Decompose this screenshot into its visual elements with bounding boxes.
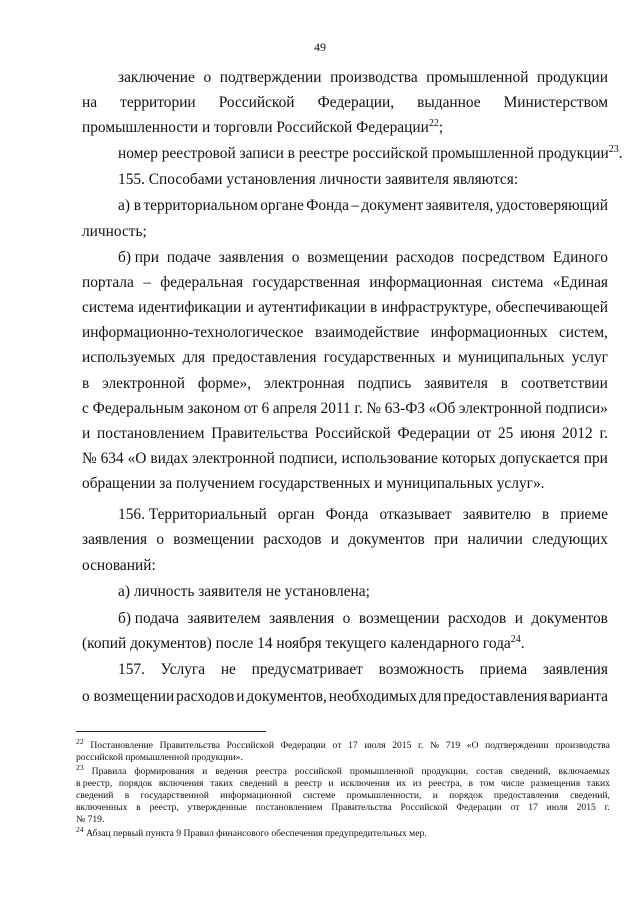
word: 634 (100, 450, 124, 467)
word: реестра, (428, 778, 462, 789)
word: предоставления (212, 349, 317, 366)
word: заявителя (424, 375, 488, 392)
word: Правительства (159, 740, 221, 751)
text-line: обращении за получением государственных и муниципальных услуг». (82, 475, 545, 492)
word: заявления (269, 610, 335, 627)
word: а) в (118, 197, 142, 214)
word: 719 (445, 740, 461, 751)
word: расходов (176, 688, 235, 705)
word: подаче (166, 249, 211, 266)
word: размещения (530, 778, 581, 789)
word: от (332, 740, 342, 751)
word: расходов (263, 531, 322, 548)
word: выданное (417, 94, 481, 111)
text-line (118, 68, 608, 88)
word: б) подача (118, 610, 179, 627)
word: сведений (76, 790, 114, 801)
text-line (118, 660, 608, 680)
word: г. (418, 740, 424, 751)
word: июля (364, 740, 386, 751)
word: и (514, 610, 523, 627)
footnote-ref: 23 (608, 143, 619, 155)
word: используемых (82, 349, 176, 366)
word: электронной (192, 450, 275, 467)
word: портала (82, 274, 134, 291)
word: государственной (140, 790, 209, 801)
word: и (245, 299, 254, 316)
word: инфраструктуре, (381, 299, 492, 316)
word: подтверждении (485, 740, 549, 751)
word: идентификации (138, 299, 242, 316)
word: аутентификации (258, 299, 366, 316)
word: территории (120, 94, 196, 111)
text-line: оснований: (82, 557, 156, 574)
word: промышленной (349, 766, 414, 777)
word: Фонда (325, 506, 369, 523)
word: и (330, 531, 340, 548)
footnote-first-word-group (76, 762, 84, 777)
word: заявления (542, 661, 608, 678)
word: необходимых (328, 688, 417, 705)
text-line (82, 93, 608, 113)
word: в реестр, (76, 778, 113, 789)
text-line (82, 374, 608, 394)
footnote-mark: 24 (76, 824, 84, 834)
word: услуг (571, 349, 608, 366)
word: систем, (558, 324, 608, 341)
text-line (118, 196, 608, 216)
word: документов, (246, 688, 327, 705)
word: от (243, 400, 258, 417)
text-line (118, 609, 608, 629)
footnote-mark: 23 (76, 762, 84, 772)
word: «Об (428, 400, 456, 417)
word: формирования (134, 766, 195, 777)
text-line (82, 687, 608, 707)
word: в (468, 778, 473, 789)
word: сведений (239, 778, 278, 789)
footnote-ref: 22 (428, 117, 439, 129)
footnote-line (76, 824, 610, 839)
footnote-line (76, 778, 610, 789)
word: о возмещении (82, 688, 175, 705)
text-line (82, 424, 608, 444)
word: из (412, 778, 422, 789)
word: том (479, 778, 495, 789)
word: муниципальных (458, 349, 565, 366)
word: 25 (497, 425, 514, 442)
text-line (118, 505, 608, 525)
text-span: . (520, 635, 525, 652)
word: Фонда (306, 197, 349, 214)
text-line (82, 348, 608, 368)
word: посредством (461, 249, 546, 266)
word: № (366, 400, 382, 417)
word: заявителя, (425, 197, 494, 214)
word: возмещении (173, 531, 254, 548)
word: – (143, 274, 151, 291)
word: следующих (532, 531, 608, 548)
word: б) при (118, 249, 159, 266)
word: Правительства (211, 425, 309, 442)
word: продукции, (421, 766, 469, 777)
text-line (118, 248, 608, 268)
page-number: 49 (314, 40, 326, 54)
word: Российской (226, 740, 274, 751)
word: о (203, 69, 212, 86)
word: продукции (537, 69, 608, 86)
word: постановлением (255, 802, 323, 813)
word: о (342, 610, 351, 627)
word: промышленности, (346, 790, 422, 801)
footnote-mark: 22 (76, 736, 84, 746)
word: Федерации (397, 425, 471, 442)
word: российской (294, 766, 342, 777)
word: Российской (218, 94, 295, 111)
word: предоставления (443, 688, 548, 705)
word: сведений, (510, 766, 551, 777)
word: Федерации (280, 740, 326, 751)
word: заявителю (462, 506, 531, 523)
word: заявления (82, 531, 148, 548)
word: документов (531, 610, 608, 627)
word: 2015 (392, 740, 412, 751)
word: наличии (467, 531, 523, 548)
word: приема (479, 661, 528, 678)
word: Единого (552, 249, 608, 266)
word: предусматривает (251, 661, 363, 678)
word: законом (187, 400, 241, 417)
word: в (500, 375, 509, 392)
word: на (82, 94, 98, 111)
word: – (351, 197, 360, 214)
word: от (476, 425, 492, 442)
word: электронной (458, 400, 542, 417)
word: Правила (91, 766, 127, 777)
word: в (283, 778, 289, 789)
text-span: номер реестровой записи в реестре российской промышленной продукции (118, 145, 609, 162)
word: «Единая (552, 274, 608, 291)
word: № (429, 740, 440, 751)
footnote-first-word-group (76, 736, 84, 751)
word: г. (604, 802, 610, 813)
word: расходов (447, 610, 507, 627)
word: взаимодействие (314, 324, 420, 341)
word: г. (599, 425, 608, 442)
text-line (82, 449, 608, 469)
word: информационно-технологическое (82, 324, 304, 341)
word: постановлением (97, 425, 205, 442)
word: Российской (314, 425, 391, 442)
text-line: а) личность заявителя не установлена; (118, 583, 370, 600)
word: возможность (378, 661, 464, 678)
word: в (82, 375, 90, 392)
word: при (583, 450, 608, 467)
word: для (418, 688, 442, 705)
word: подтверждении (219, 69, 322, 86)
word: территориальном (143, 197, 258, 214)
footnote-line: № 719. (76, 814, 105, 825)
word: не (220, 661, 236, 678)
word: таких (586, 778, 610, 789)
word: соответствии (520, 375, 608, 392)
word: исключения (340, 778, 390, 789)
word: 17 (348, 740, 358, 751)
word: и (432, 790, 438, 801)
word: система (491, 274, 544, 291)
footnote-text: Абзац первый пункта 9 Правил финансового обеспечения предупредительных мер. (86, 828, 427, 839)
word: государственная (252, 274, 361, 291)
word: в (136, 802, 141, 813)
word: отказывает (379, 506, 452, 523)
word: документов (348, 531, 425, 548)
word: 6 (261, 400, 270, 417)
footnote-line (76, 762, 610, 777)
word: документ (361, 197, 424, 214)
word: ведения (215, 766, 248, 777)
word: допускается (499, 450, 580, 467)
word: возмещении (307, 249, 388, 266)
text-span: (копий документов) после 14 ноября текущего календарного года (82, 635, 511, 652)
text-span: . (618, 145, 623, 162)
word: заявителем (187, 610, 261, 627)
word: варианта (549, 688, 608, 705)
word: информационной (220, 790, 292, 801)
word: 156. Территориальный (118, 506, 267, 523)
footnote-line (76, 736, 610, 751)
word: и (236, 688, 245, 705)
footnote-line (76, 790, 610, 801)
word: таких (210, 778, 234, 789)
text-line (82, 634, 525, 654)
word: информационных (430, 324, 548, 341)
text-span: промышленности и торговли Российской Федерации (82, 119, 429, 136)
word: включенных (76, 802, 128, 813)
word: о (291, 249, 300, 266)
word: система (82, 299, 134, 316)
word: 63-ФЗ (384, 400, 426, 417)
word: в (542, 506, 550, 523)
word: с Федеральным (82, 400, 184, 417)
text-line (118, 144, 623, 164)
footnote-line: российской промышленной продукции». (76, 752, 243, 763)
word: порядок (118, 778, 153, 789)
text-line (82, 273, 608, 293)
footnote-line (76, 802, 610, 813)
word: Услуга (160, 661, 206, 678)
text-line (82, 399, 608, 419)
word: 17 (528, 802, 538, 813)
word: заявления (218, 249, 284, 266)
word: производства (330, 69, 418, 86)
word: системе (302, 790, 336, 801)
word: информационная (369, 274, 483, 291)
text-line (82, 530, 608, 550)
word: орган (277, 506, 315, 523)
word: 2011 (320, 400, 351, 417)
word: апреля (272, 400, 317, 417)
word: включения (158, 778, 204, 789)
footnote-ref: 24 (510, 633, 521, 645)
word: предоставления (493, 790, 559, 801)
word: и (202, 766, 208, 777)
word: реестра (255, 766, 287, 777)
word: от (510, 802, 520, 813)
word: возмещении (358, 610, 440, 627)
word: подписи, (278, 450, 338, 467)
word: в (124, 790, 130, 801)
word: утвержденные (187, 802, 247, 813)
word: форме», (197, 375, 252, 392)
word: федеральная (160, 274, 244, 291)
word: состав (476, 766, 503, 777)
text-line: личность; (82, 223, 147, 240)
word: 2015 (576, 802, 596, 813)
word: 157. (118, 661, 145, 678)
text-line (82, 118, 443, 138)
word: июля (546, 802, 568, 813)
word: производства (555, 740, 610, 751)
word: обеспечивающей (495, 299, 608, 316)
word: заключение (118, 69, 195, 86)
word: для (182, 349, 206, 366)
word: электронной (102, 375, 185, 392)
word: 2012 (561, 425, 593, 442)
word: приеме (560, 506, 608, 523)
section-heading: 155. Способами установления личности заявителя являются: (118, 171, 519, 188)
word: Российской (400, 802, 448, 813)
word: Федерации (456, 802, 502, 813)
word: которых (441, 450, 496, 467)
text-line (82, 323, 608, 343)
word: включаемых (558, 766, 610, 777)
word: электронная (263, 375, 345, 392)
word: их (396, 778, 407, 789)
word: государственных (323, 349, 436, 366)
text-line (82, 298, 608, 318)
word: «О (466, 740, 479, 751)
word: и (82, 425, 91, 442)
word: июня (520, 425, 556, 442)
word: в (369, 299, 378, 316)
word: «О (127, 450, 147, 467)
word: Министерством (503, 94, 608, 111)
word: удостоверяющий (495, 197, 608, 214)
word: подпись (357, 375, 412, 392)
word: № (82, 450, 97, 467)
word: промышленной (426, 69, 529, 86)
word: органе (260, 197, 304, 214)
footnote-separator (76, 731, 266, 732)
word: и (328, 778, 334, 789)
word: и (442, 349, 451, 366)
word: порядок (449, 790, 483, 801)
word: числе (500, 778, 525, 789)
word: Постановление (90, 740, 154, 751)
word: расходов (395, 249, 455, 266)
word: реестр (294, 778, 322, 789)
word: подписи» (545, 400, 608, 417)
word: Федерации, (317, 94, 395, 111)
word: при (434, 531, 459, 548)
word: г. (354, 400, 363, 417)
word: о (156, 531, 165, 548)
word: видах (150, 450, 189, 467)
word: сведений, (570, 790, 610, 801)
text-span: ; (438, 119, 444, 136)
word: Правительства (331, 802, 392, 813)
word: использование (341, 450, 438, 467)
word: реестр, (149, 802, 179, 813)
